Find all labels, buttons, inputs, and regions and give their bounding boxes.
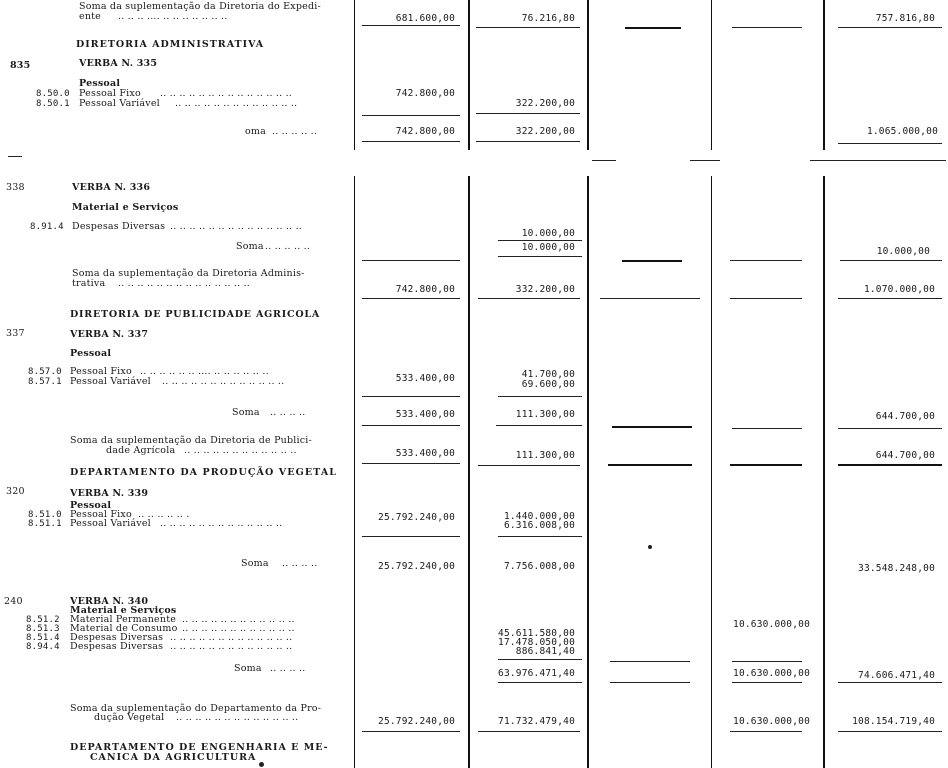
row-rule bbox=[838, 464, 942, 466]
row-rule bbox=[838, 27, 942, 28]
group-label: Material e Serviços bbox=[70, 605, 177, 616]
ink-blot bbox=[648, 545, 652, 549]
row-rule bbox=[610, 661, 690, 662]
row-rule bbox=[838, 143, 942, 144]
item-code: 8.57.0 bbox=[28, 367, 62, 377]
item-code: 8.50.0 bbox=[36, 89, 70, 99]
cell-fixed: 681.600,00 bbox=[395, 13, 455, 24]
item-desc: Material Permanente bbox=[70, 614, 177, 625]
soma-label: Soma bbox=[232, 407, 260, 418]
cell-extra: 10.630.000,00 bbox=[733, 619, 810, 630]
verba-label: VERBA N. 335 bbox=[79, 58, 158, 69]
dot-leader: .. .. .. .. .. .. .. .. .. .. .. .. .. .. bbox=[170, 221, 303, 232]
row-rule bbox=[476, 141, 580, 142]
column-rule bbox=[587, 0, 589, 768]
row-rule bbox=[838, 428, 942, 429]
group-label: Pessoal bbox=[70, 500, 112, 511]
verba-label: VERBA N. 337 bbox=[70, 329, 149, 340]
dot-leader: .. .. .. .. .. .. .. .. .. .. .. .. .. bbox=[162, 376, 285, 387]
item-code: 8.91.4 bbox=[30, 222, 64, 232]
section-heading: DIRETORIA ADMINISTRATIVA bbox=[76, 39, 265, 50]
column-rule bbox=[468, 0, 470, 768]
row-rule bbox=[610, 682, 690, 683]
cell-variable: 71.732.479,40 bbox=[498, 716, 575, 727]
dot-leader: .. .. .. .. .. bbox=[265, 241, 311, 252]
cell-fixed: 25.792.240,00 bbox=[378, 716, 455, 727]
cell-fixed: 742.800,00 bbox=[395, 284, 455, 295]
row-rule bbox=[496, 425, 582, 426]
dot-leader: .. .. .. .. .. .. .. .. .. .. .. .. bbox=[182, 614, 295, 625]
dot-leader: .. .. .. .. .. .. .. .. .. .. .. .. .. bbox=[170, 641, 293, 652]
row-rule bbox=[362, 115, 460, 116]
cell-extra: 10.630.000,00 bbox=[733, 668, 810, 679]
cell-variable: 45.611.580,00 bbox=[498, 628, 575, 639]
row-rule bbox=[838, 682, 942, 683]
item-desc: Despesas Diversas bbox=[70, 632, 164, 643]
item-desc: Despesas Diversas bbox=[70, 641, 164, 652]
row-rule bbox=[362, 463, 460, 464]
item-code: 8.57.1 bbox=[28, 377, 62, 387]
row-desc-cont: trativa bbox=[72, 278, 106, 289]
cell-variable: 41.700,00 bbox=[521, 369, 575, 380]
soma-label: Soma bbox=[241, 558, 269, 569]
item-code: 8.51.3 bbox=[26, 624, 60, 634]
cell-total: 74.606.471,40 bbox=[858, 670, 935, 681]
cell-fixed: 25.792.240,00 bbox=[378, 512, 455, 523]
cell-variable: 69.600,00 bbox=[521, 379, 575, 390]
cell-extra: 10.630.000,00 bbox=[733, 716, 810, 727]
cell-total: 1.070.000,00 bbox=[863, 284, 935, 295]
dot-leader: .. .. .. .. .. .. .. .. .. .. .. .. .. bbox=[160, 518, 283, 529]
cell-fixed: 25.792.240,00 bbox=[378, 561, 455, 572]
item-code: 8.51.4 bbox=[26, 633, 60, 643]
dot-leader: .. .. .. .. .. .. .. .. .. .. .. .. .. .. bbox=[118, 278, 251, 289]
dot-leader: .. .. .. .. .. bbox=[272, 126, 318, 137]
row-rule bbox=[362, 396, 460, 397]
page-gap bbox=[0, 150, 948, 176]
dot-leader: .. .. .. .. .. . bbox=[138, 509, 190, 520]
item-desc: Despesas Diversas bbox=[72, 221, 166, 232]
row-desc: Soma da suplementação da Diretoria do Expedi- bbox=[79, 1, 321, 12]
row-desc-cont: dade Agrícola bbox=[106, 445, 176, 456]
section-heading: DEPARTAMENTO DA PRODUÇÃO VEGETAL bbox=[70, 467, 338, 478]
cell-total: 1.065.000,00 bbox=[866, 126, 938, 137]
item-code: 8.51.0 bbox=[28, 510, 62, 520]
ink-blot bbox=[259, 762, 264, 767]
row-rule bbox=[600, 298, 700, 299]
soma-label: oma bbox=[245, 126, 266, 137]
row-rule bbox=[732, 682, 802, 683]
cell-variable: 76.216,80 bbox=[521, 13, 575, 24]
cell-variable: 63.976.471,40 bbox=[498, 668, 575, 679]
dot-leader: .. .. .. .. .. .. .. .. .. .. .. .. bbox=[184, 445, 297, 456]
item-desc: Pessoal Fixo bbox=[79, 88, 141, 99]
row-rule bbox=[840, 260, 942, 261]
row-rule bbox=[498, 682, 582, 683]
verba-number: 337 bbox=[6, 328, 25, 339]
row-rule bbox=[730, 731, 802, 732]
verba-label: VERBA N. 339 bbox=[70, 488, 149, 499]
verba-label: VERBA N. 340 bbox=[70, 596, 149, 607]
soma-label: Soma bbox=[236, 241, 264, 252]
row-rule bbox=[622, 260, 682, 262]
cell-variable: 322.200,00 bbox=[515, 98, 575, 109]
row-rule bbox=[478, 465, 580, 466]
row-desc: Soma da suplementação da Diretoria de Publici- bbox=[70, 435, 312, 446]
gap-mark bbox=[690, 160, 720, 161]
verba-number: 835 bbox=[10, 60, 31, 71]
section-heading-cont: CANICA DA AGRICULTURA bbox=[90, 752, 257, 763]
cell-fixed: 742.800,00 bbox=[395, 126, 455, 137]
row-rule bbox=[498, 256, 582, 257]
dot-leader: .. .. .. .. bbox=[270, 663, 306, 674]
dot-leader: .. .. .. .. bbox=[282, 558, 318, 569]
cell-variable: 10.000,00 bbox=[521, 242, 575, 253]
row-desc: Soma da suplementação do Departamento da Pro- bbox=[70, 703, 322, 714]
cell-variable: 886.841,40 bbox=[515, 646, 575, 657]
dot-leader: .. .. .. .. .. .. .. .. .. .. .. .. bbox=[182, 623, 295, 634]
row-rule bbox=[362, 536, 460, 537]
cell-variable: 111.300,00 bbox=[515, 409, 575, 420]
cell-variable: 10.000,00 bbox=[521, 228, 575, 239]
section-heading: DIRETORIA DE PUBLICIDADE AGRICOLA bbox=[70, 309, 321, 320]
cell-fixed: 742.800,00 bbox=[395, 88, 455, 99]
cell-variable: 322.200,00 bbox=[515, 126, 575, 137]
cell-total: 10.000,00 bbox=[876, 246, 930, 257]
cell-total: 644.700,00 bbox=[875, 411, 935, 422]
row-rule bbox=[732, 661, 802, 662]
row-rule bbox=[498, 240, 582, 241]
item-code: 8.51.2 bbox=[26, 615, 60, 625]
item-desc: Pessoal Fixo bbox=[70, 366, 132, 377]
row-rule bbox=[362, 298, 460, 299]
gap-mark bbox=[8, 156, 22, 157]
row-rule bbox=[362, 425, 460, 426]
row-rule bbox=[498, 396, 582, 397]
cell-variable: 6.316.008,00 bbox=[503, 520, 575, 531]
row-rule bbox=[478, 731, 580, 732]
row-rule bbox=[612, 426, 692, 428]
section-heading: DEPARTAMENTO DE ENGENHARIA E ME- bbox=[70, 742, 329, 753]
cell-total: 108.154.719,40 bbox=[852, 716, 935, 727]
row-rule bbox=[838, 731, 942, 732]
soma-label: Soma bbox=[234, 663, 262, 674]
row-rule bbox=[476, 27, 580, 28]
row-rule bbox=[498, 536, 582, 537]
cell-fixed: 533.400,00 bbox=[395, 373, 455, 384]
cell-fixed: 533.400,00 bbox=[395, 409, 455, 420]
row-desc-cont: dução Vegetal bbox=[94, 712, 165, 723]
item-desc: Pessoal Variável bbox=[79, 98, 160, 109]
row-desc: Soma da suplementação da Diretoria Adminis- bbox=[72, 268, 305, 279]
dot-leader: .. .. .. .. .. .. .. .. .. .. .. .. .. bbox=[176, 712, 299, 723]
row-rule bbox=[478, 298, 580, 299]
cell-variable: 7.756.008,00 bbox=[503, 561, 575, 572]
dot-leader: .. .. .. .. .. .. .. .. .. .. .. .. .. .. bbox=[160, 88, 293, 99]
dot-leader: .. .. .. .. .. .. .. .. .. .. .. .. .. bbox=[170, 632, 293, 643]
dot-leader: .. .. .. .. bbox=[270, 407, 306, 418]
column-rule bbox=[711, 0, 712, 768]
row-rule bbox=[362, 25, 460, 26]
row-rule bbox=[498, 659, 582, 660]
cell-total: 33.548.248,00 bbox=[858, 563, 935, 574]
item-desc: Pessoal Fixo bbox=[70, 509, 132, 520]
item-code: 8.50.1 bbox=[36, 99, 70, 109]
row-rule bbox=[730, 298, 802, 299]
item-desc: Pessoal Variável bbox=[70, 518, 151, 529]
dot-leader: .. .. .. .... .. .. .. .. .. .. .. bbox=[118, 11, 228, 22]
cell-total: 757.816,80 bbox=[875, 13, 935, 24]
cell-variable: 332.200,00 bbox=[515, 284, 575, 295]
group-label: Pessoal bbox=[70, 348, 112, 359]
row-rule bbox=[732, 428, 802, 429]
cell-variable: 17.478.050,00 bbox=[498, 637, 575, 648]
group-label: Pessoal bbox=[79, 78, 121, 89]
row-rule bbox=[362, 260, 460, 261]
gap-mark bbox=[592, 160, 616, 161]
item-desc: Material de Consumo bbox=[70, 623, 178, 634]
item-desc: Pessoal Variável bbox=[70, 376, 151, 387]
cell-variable: 111.300,00 bbox=[515, 450, 575, 461]
row-rule bbox=[838, 298, 942, 299]
verba-number: 320 bbox=[6, 486, 25, 497]
item-code: 8.94.4 bbox=[26, 642, 60, 652]
gap-mark bbox=[810, 160, 946, 161]
verba-label: VERBA N. 336 bbox=[72, 182, 151, 193]
row-rule bbox=[362, 731, 460, 732]
cell-total: 644.700,00 bbox=[875, 450, 935, 461]
cell-fixed: 533.400,00 bbox=[395, 448, 455, 459]
dot-leader: .. .. .. .. .. .. .... .. .. .. .. .. .. bbox=[140, 366, 269, 377]
row-rule bbox=[732, 27, 802, 28]
cell-variable: 1.440.000,00 bbox=[503, 511, 575, 522]
row-rule bbox=[730, 260, 802, 261]
column-rule bbox=[823, 0, 825, 768]
group-label: Material e Serviços bbox=[72, 202, 179, 213]
item-code: 8.51.1 bbox=[28, 519, 62, 529]
row-rule bbox=[608, 464, 692, 466]
row-rule bbox=[625, 27, 681, 29]
row-desc-cont: ente bbox=[79, 11, 101, 22]
row-rule bbox=[362, 141, 460, 142]
column-rule bbox=[354, 0, 355, 768]
verba-number: 240 bbox=[4, 596, 23, 607]
dot-leader: .. .. .. .. .. .. .. .. .. .. .. .. .. bbox=[175, 98, 298, 109]
verba-number: 338 bbox=[6, 182, 25, 193]
row-rule bbox=[476, 113, 580, 114]
row-rule bbox=[730, 464, 802, 466]
